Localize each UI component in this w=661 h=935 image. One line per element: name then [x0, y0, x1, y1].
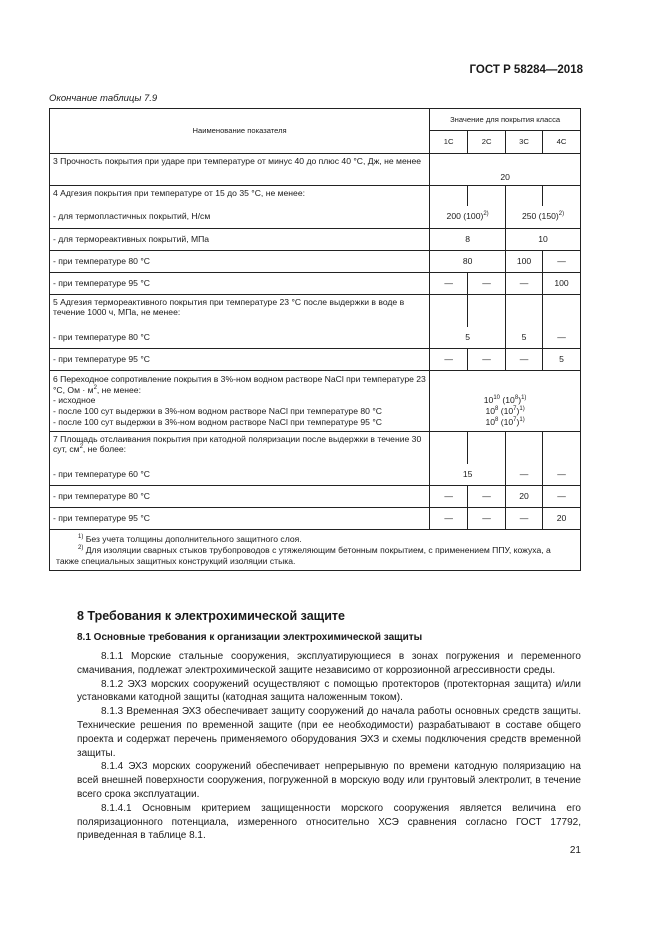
row-adhesion-95-value-2: — [468, 272, 506, 294]
row-adhesion-95-label: - при температуре 95 °С [50, 272, 430, 294]
paragraph-8-1-4-1: 8.1.4.1 Основным критерием защищенности морского сооружения является величина его поляризационного потенциала, измеренного относительно ХСЭ сравнения согласно ГОСТ 17792, приведенная в таблице 8.1. [77, 802, 581, 842]
row-wet-adhesion-80-value-3: 5 [506, 327, 543, 349]
section-title: 8 Требования к электрохимической защите [77, 609, 345, 623]
row-disbondment-80-value-2: — [468, 486, 506, 508]
row-resistance-initial-label: - исходное [53, 395, 96, 406]
row-adhesion-80-value-3: 100 [506, 250, 543, 272]
row-thermoplastic-value-2: 250 $(150)^{2)}$ [506, 206, 581, 228]
row-wet-adhesion-95-value-2: — [468, 349, 506, 371]
row-impact-value: 20 [430, 154, 581, 186]
row-wet-adhesion-80-label: - при температуре 80 °С [50, 327, 430, 349]
row-wet-adhesion-95-value-3: — [506, 349, 543, 371]
row-resistance-cell [50, 371, 430, 432]
row-adhesion-80-value-12: 80 [430, 250, 506, 272]
row-wet-adhesion-80-value-12: 5 [430, 327, 506, 349]
footnote-2: $^{2)}$ Для изоляции сварных стыков трубопроводов с утяжеляющим бетонным покрытием, с применением ППУ, кожуха, а также специальных защитных конструкций изоляции стыка. [56, 544, 551, 566]
row-disbondment-95-label: - при температуре 95 °С [50, 508, 430, 530]
page-number: 21 [569, 845, 581, 856]
col-header-2c: 2С [468, 131, 506, 154]
col-header-1c: 1С [430, 131, 468, 154]
row-wet-adhesion-heading: 5 Адгезия термореактивного покрытия при температуре 23 °С после выдержки в воде в течение 1000 ч, МПа, не менее: [50, 294, 430, 327]
row-disbondment-80-value-4: — [543, 486, 581, 508]
row-adhesion-95-value-4: 100 [543, 272, 581, 294]
row-wet-adhesion-95-label: - при температуре 95 °С [50, 349, 430, 371]
table-caption: Окончание таблицы 7.9 [49, 93, 158, 104]
paragraph-8-1-2: 8.1.2 ЭХЗ морских сооружений осуществляют с помощью протекторов (протекторная защита) и/или установками катодной защиты (катодная защита наложенным током). [77, 678, 581, 704]
row-adhesion-95-value-1: — [430, 272, 468, 294]
body-text [77, 650, 581, 843]
row-disbondment-heading: 7 Площадь отслаивания покрытия при катодной поляризации после выдержки в течение 30 сут, $см^2$, не более: [50, 431, 430, 464]
table-footnotes [50, 530, 581, 571]
row-disbondment-80-label: - при температуре 80 °С [50, 486, 430, 508]
row-disbondment-80-value-3: 20 [506, 486, 543, 508]
properties-table [49, 108, 581, 571]
col-header-3c: 3С [506, 131, 543, 154]
paragraph-8-1-4: 8.1.4 ЭХЗ морских сооружений обеспечивает непрерывную по времени катодную поляризацию на всей внешней поверхности сооружения, погруженной в морскую воду или грунтовый электролит, в течение всего срока эксплуатации. [77, 761, 581, 800]
row-adhesion-heading: 4 Адгезия покрытия при температуре от 15 до 35 °С, не менее: [50, 186, 430, 207]
row-resistance-heading: 6 Переходное сопротивление покрытия в 3%-ном водном растворе NaCl при температуре 23 °С, Ом · $м^2$, не менее: [53, 374, 426, 395]
row-resistance-95-value: $10^8$ $(10^7)^{1)}$ [485, 416, 525, 427]
row-thermoset-value-1: 8 [430, 228, 506, 250]
row-disbondment-60-value-12: 15 [430, 464, 506, 486]
row-disbondment-80-value-1: — [430, 486, 468, 508]
row-resistance-80-value: $10^8$ $(10^7)^{1)}$ [485, 406, 525, 417]
row-resistance-values [430, 371, 581, 432]
row-resistance-80-label: - после 100 сут выдержки в 3%-ном водном растворе NaCl при температуре 80 °С [53, 406, 382, 417]
col-header-name: Наименование показателя [50, 109, 430, 154]
row-adhesion-95-value-3: — [506, 272, 543, 294]
row-disbondment-60-value-3: — [506, 464, 543, 486]
row-thermoset-label: - для термореактивных покрытий, МПа [50, 228, 430, 250]
row-disbondment-60-label: - при температуре 60 °С [50, 464, 430, 486]
row-adhesion-80-label: - при температуре 80 °С [50, 250, 430, 272]
row-thermoplastic-label: - для термопластичных покрытий, Н/см [50, 206, 430, 228]
row-disbondment-95-value-1: — [430, 508, 468, 530]
row-wet-adhesion-80-value-4: — [543, 327, 581, 349]
row-disbondment-95-value-3: — [506, 508, 543, 530]
paragraph-8-1-1: 8.1.1 Морские стальные сооружения, эксплуатирующиеся в зонах погружения и переменного смачивания, подлежат электрохимической защите независимо от коррозионной агрессивности среды. [77, 651, 581, 676]
col-header-group: Значение для покрытия класса [430, 109, 581, 131]
document-header: ГОСТ Р 58284—2018 [469, 64, 583, 76]
row-thermoset-value-2: 10 [506, 228, 581, 250]
row-wet-adhesion-95-value-4: 5 [543, 349, 581, 371]
paragraph-8-1-3: 8.1.3 Временная ЭХЗ обеспечивает защиту сооружений до начала работы основных средств защиты. Технические решения по временной защите (при ее необходимости) разрабатывают в составе общего проекта и содержат перечень применяемого оборудования ЭХЗ и схемы подключения средств временной защиты. [77, 706, 581, 759]
row-thermoplastic-value-1: 200 $(100)^{2)}$ [430, 206, 506, 228]
row-impact-label: 3 Прочность покрытия при ударе при температуре от минус 40 до плюс 40 °С, Дж, не менее [50, 154, 430, 186]
row-disbondment-60-value-4: — [543, 464, 581, 486]
footnote-1: $^{1)}$ Без учета толщины дополнительного защитного слоя. [78, 534, 302, 545]
row-adhesion-80-value-4: — [543, 250, 581, 272]
row-wet-adhesion-95-value-1: — [430, 349, 468, 371]
row-resistance-95-label: - после 100 сут выдержки в 3%-ном водном растворе NaCl при температуре 95 °С [53, 416, 382, 427]
row-disbondment-95-value-2: — [468, 508, 506, 530]
col-header-4c: 4С [543, 131, 581, 154]
subsection-title: 8.1 Основные требования к организации электрохимической защиты [77, 632, 423, 643]
row-resistance-initial-value: $10^{10}$ $(10^8)^{1)}$ [483, 395, 527, 406]
row-disbondment-95-value-4: 20 [543, 508, 581, 530]
